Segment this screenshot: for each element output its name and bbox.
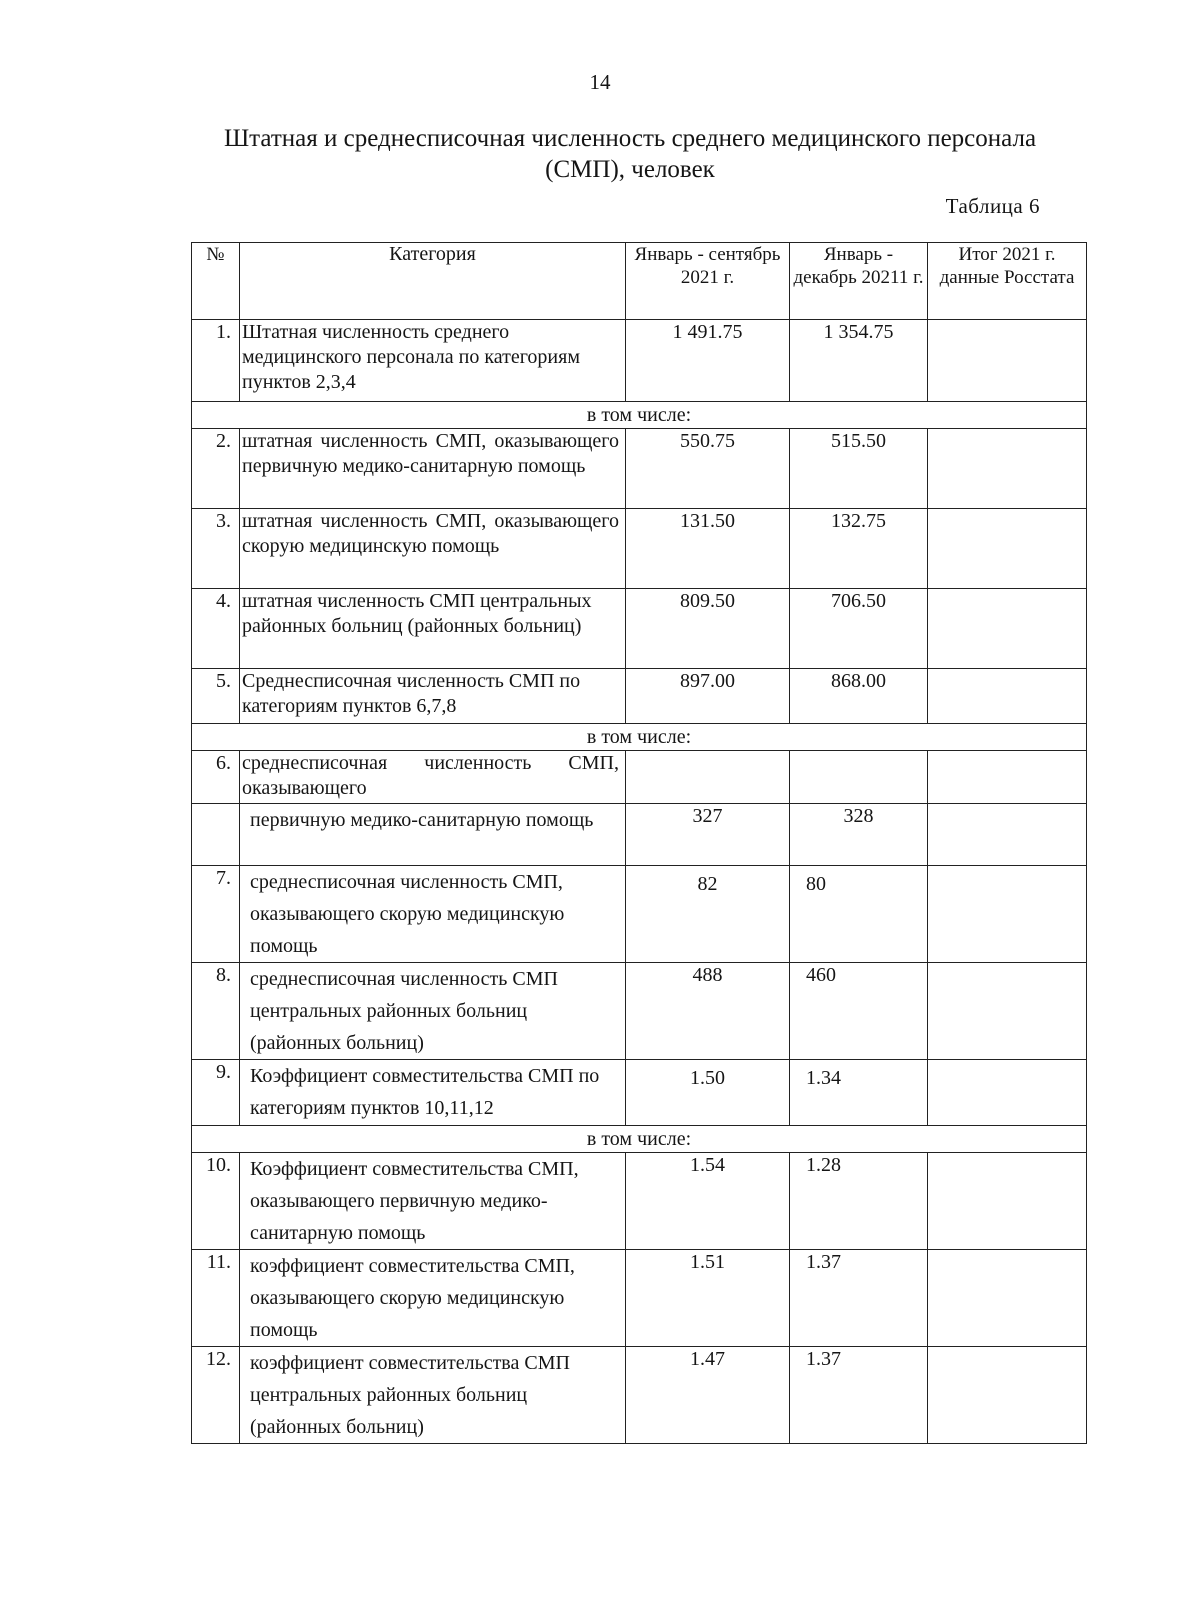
value-rosstat — [928, 751, 1087, 804]
table-row — [192, 1153, 1087, 1250]
row-category: коэффициент совместительства СМП центральных районных больниц (районных больниц) — [240, 1347, 626, 1444]
value-jan-sep: 1.47 — [626, 1347, 790, 1444]
table-row — [192, 1347, 1087, 1444]
staffing-table — [191, 242, 1087, 1444]
value-rosstat — [928, 669, 1087, 724]
value-jan-dec: 1.34 — [790, 1060, 928, 1126]
value-rosstat — [928, 429, 1087, 509]
subheader-row — [192, 402, 1087, 429]
value-jan-dec: 1.37 — [790, 1250, 928, 1347]
table-row — [192, 320, 1087, 402]
value-jan-sep: 1.51 — [626, 1250, 790, 1347]
value-jan-sep: 1 491.75 — [626, 320, 790, 402]
row-category: Штатная численность среднего медицинского персонала по категориям пунктов 2,3,4 — [240, 320, 626, 402]
table-row — [192, 669, 1087, 724]
staffing-table-container — [191, 242, 1087, 1444]
row-number: 10. — [192, 1153, 240, 1250]
row-category: штатная численность СМП, оказывающего первичную медико-санитарную помощь — [240, 429, 626, 509]
document-title — [150, 123, 1110, 185]
row-number: 7. — [192, 866, 240, 963]
value-jan-sep — [626, 751, 790, 804]
row-category: среднесписочная численность СМП, оказывающего — [240, 751, 626, 804]
row-category: штатная численность СМП, оказывающего скорую медицинскую помощь — [240, 509, 626, 589]
value-jan-dec: 80 — [790, 866, 928, 963]
value-jan-sep: 897.00 — [626, 669, 790, 724]
row-number: 1. — [192, 320, 240, 402]
table-row — [192, 866, 1087, 963]
row-category: Коэффициент совместительства СМП, оказывающего первичную медико-санитарную помощь — [240, 1153, 626, 1250]
value-jan-sep: 82 — [626, 866, 790, 963]
table-header-row — [192, 243, 1087, 320]
subheader-row — [192, 724, 1087, 751]
row-number — [192, 804, 240, 866]
value-jan-dec: 515.50 — [790, 429, 928, 509]
subheader-including: в том числе: — [192, 1126, 1087, 1153]
subheader-including: в том числе: — [192, 724, 1087, 751]
value-rosstat — [928, 509, 1087, 589]
value-jan-sep: 327 — [626, 804, 790, 866]
title-line-2: (СМП), человек — [545, 156, 715, 183]
value-jan-dec: 328 — [790, 804, 928, 866]
table-row — [192, 589, 1087, 669]
row-number: 12. — [192, 1347, 240, 1444]
row-number: 3. — [192, 509, 240, 589]
row-category: штатная численность СМП центральных районных больниц (районных больниц) — [240, 589, 626, 669]
value-jan-dec: 1 354.75 — [790, 320, 928, 402]
row-number: 6. — [192, 751, 240, 804]
row-number: 8. — [192, 963, 240, 1060]
value-jan-dec: 132.75 — [790, 509, 928, 589]
value-rosstat — [928, 589, 1087, 669]
value-jan-sep: 550.75 — [626, 429, 790, 509]
value-jan-sep: 809.50 — [626, 589, 790, 669]
value-rosstat — [928, 320, 1087, 402]
row-category: первичную медико-санитарную помощь — [240, 804, 626, 866]
table-row — [192, 429, 1087, 509]
value-jan-dec: 868.00 — [790, 669, 928, 724]
table-row — [192, 751, 1087, 804]
row-number: 5. — [192, 669, 240, 724]
value-jan-dec: 706.50 — [790, 589, 928, 669]
row-category: среднесписочная численность СМП центральных районных больниц (районных больниц) — [240, 963, 626, 1060]
row-category: коэффициент совместительства СМП, оказывающего скорую медицинскую помощь — [240, 1250, 626, 1347]
value-jan-dec — [790, 751, 928, 804]
value-jan-dec: 1.37 — [790, 1347, 928, 1444]
table-row — [192, 1250, 1087, 1347]
value-rosstat — [928, 963, 1087, 1060]
table-row — [192, 804, 1087, 866]
header-jan-dec: Январь - декабрь 20211 г. — [790, 243, 928, 320]
header-rosstat: Итог 2021 г. данные Росстата — [928, 243, 1087, 320]
row-category: Коэффициент совместительства СМП по категориям пунктов 10,11,12 — [240, 1060, 626, 1126]
value-jan-sep: 131.50 — [626, 509, 790, 589]
row-number: 4. — [192, 589, 240, 669]
value-jan-sep: 488 — [626, 963, 790, 1060]
value-rosstat — [928, 1153, 1087, 1250]
value-jan-dec: 460 — [790, 963, 928, 1060]
table-row — [192, 1060, 1087, 1126]
table-row — [192, 509, 1087, 589]
value-rosstat — [928, 1250, 1087, 1347]
value-rosstat — [928, 804, 1087, 866]
row-category: среднесписочная численность СМП, оказывающего скорую медицинскую помощь — [240, 866, 626, 963]
title-line-1: Штатная и среднесписочная численность среднего медицинского персонала — [223, 125, 1037, 152]
subheader-row — [192, 1126, 1087, 1153]
row-category: Среднесписочная численность СМП по категориям пунктов 6,7,8 — [240, 669, 626, 724]
row-number: 9. — [192, 1060, 240, 1126]
page-number: 14 — [589, 70, 611, 94]
header-number: № — [192, 243, 240, 320]
value-jan-sep: 1.50 — [626, 1060, 790, 1126]
row-number: 11. — [192, 1250, 240, 1347]
value-rosstat — [928, 866, 1087, 963]
subheader-including: в том числе: — [192, 402, 1087, 429]
value-rosstat — [928, 1347, 1087, 1444]
header-category: Категория — [240, 243, 626, 320]
value-jan-dec: 1.28 — [790, 1153, 928, 1250]
row-number: 2. — [192, 429, 240, 509]
value-rosstat — [928, 1060, 1087, 1126]
table-label: Таблица 6 — [945, 194, 1040, 218]
table-row — [192, 963, 1087, 1060]
value-jan-sep: 1.54 — [626, 1153, 790, 1250]
header-jan-sep: Январь - сентябрь 2021 г. — [626, 243, 790, 320]
